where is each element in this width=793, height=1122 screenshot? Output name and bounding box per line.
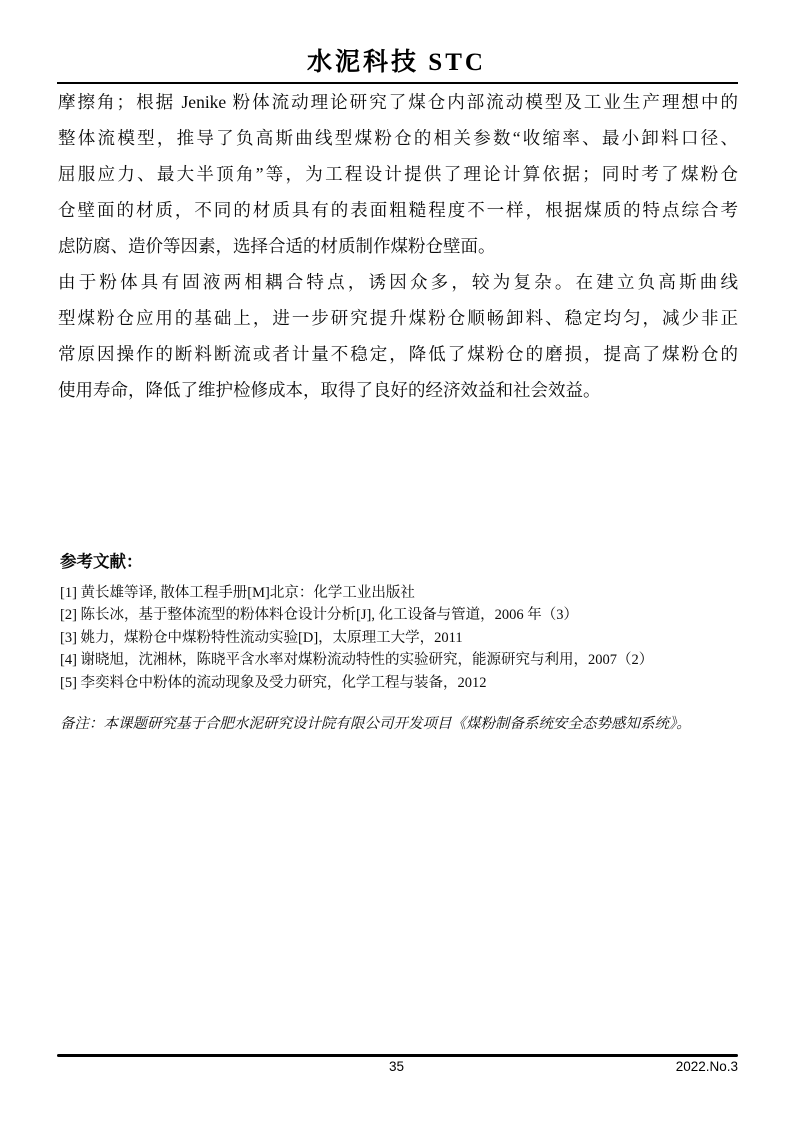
reference-item: [4] 谢晓旭，沈湘林，陈晓平含水率对煤粉流动特性的实验研究，能源研究与利用，2007（2） — [60, 652, 654, 669]
paragraph-line: 摩擦角；根据 Jenike 粉体流动理论研究了煤仓内部流动模型及工业生产理想中的 — [58, 92, 738, 112]
journal-title: 水泥科技 STC — [307, 49, 486, 76]
paragraph-line: 仓壁面的材质，不同的材质具有的表面粗糙程度不一样，根据煤质的特点综合考 — [58, 200, 738, 220]
note-line: 备注：本课题研究基于合肥水泥研究设计院有限公司开发项目《煤粉制备系统安全态势感知系统》。 — [60, 716, 691, 732]
reference-item: [3] 姚力，煤粉仓中煤粉特性流动实验[D]，太原理工大学，2011 — [60, 629, 463, 646]
paragraph-line: 整体流模型，推导了负高斯曲线型煤粉仓的相关参数“收缩率、最小卸料口径、 — [58, 128, 738, 148]
paragraph-1 — [58, 84, 738, 264]
paragraph-line: 常原因操作的断料断流或者计量不稳定，降低了煤粉仓的磨损，提高了煤粉仓的 — [58, 344, 738, 364]
references-section — [60, 548, 740, 694]
paragraph-line: 虑防腐、造价等因素，选择合适的材质制作煤粉仓壁面。 — [58, 236, 496, 256]
paragraph-line: 型煤粉仓应用的基础上，进一步研究提升煤粉仓顺畅卸料、稳定均匀，减少非正 — [58, 308, 738, 328]
references-list — [60, 582, 740, 694]
paragraph-2 — [58, 264, 738, 408]
paragraph-line: 屈服应力、最大半顶角”等，为工程设计提供了理论计算依据；同时考了煤粉仓 — [58, 164, 738, 184]
reference-item: [2] 陈长冰，基于整体流型的粉体料仓设计分析[J], 化工设备与管道，2006 年（3） — [60, 607, 578, 624]
paragraph-line: 使用寿命，降低了维护检修成本，取得了良好的经济效益和社会效益。 — [58, 380, 601, 400]
footer-issue-label: 2022.No.3 — [675, 1059, 738, 1074]
references-heading: 参考文献： — [60, 552, 143, 571]
article-body — [58, 84, 738, 408]
reference-item: [5] 李奕料仓中粉体的流动现象及受力研究，化学工程与装备，2012 — [60, 674, 487, 691]
reference-item: [1] 黄长雄等译, 散体工程手册[M]北京：化学工业出版社 — [60, 585, 415, 601]
footer-rule — [57, 1054, 738, 1057]
paragraph-line: 由于粉体具有固液两相耦合特点，诱因众多，较为复杂。在建立负高斯曲线 — [58, 272, 738, 292]
footer-page-number: 35 — [388, 1059, 405, 1074]
